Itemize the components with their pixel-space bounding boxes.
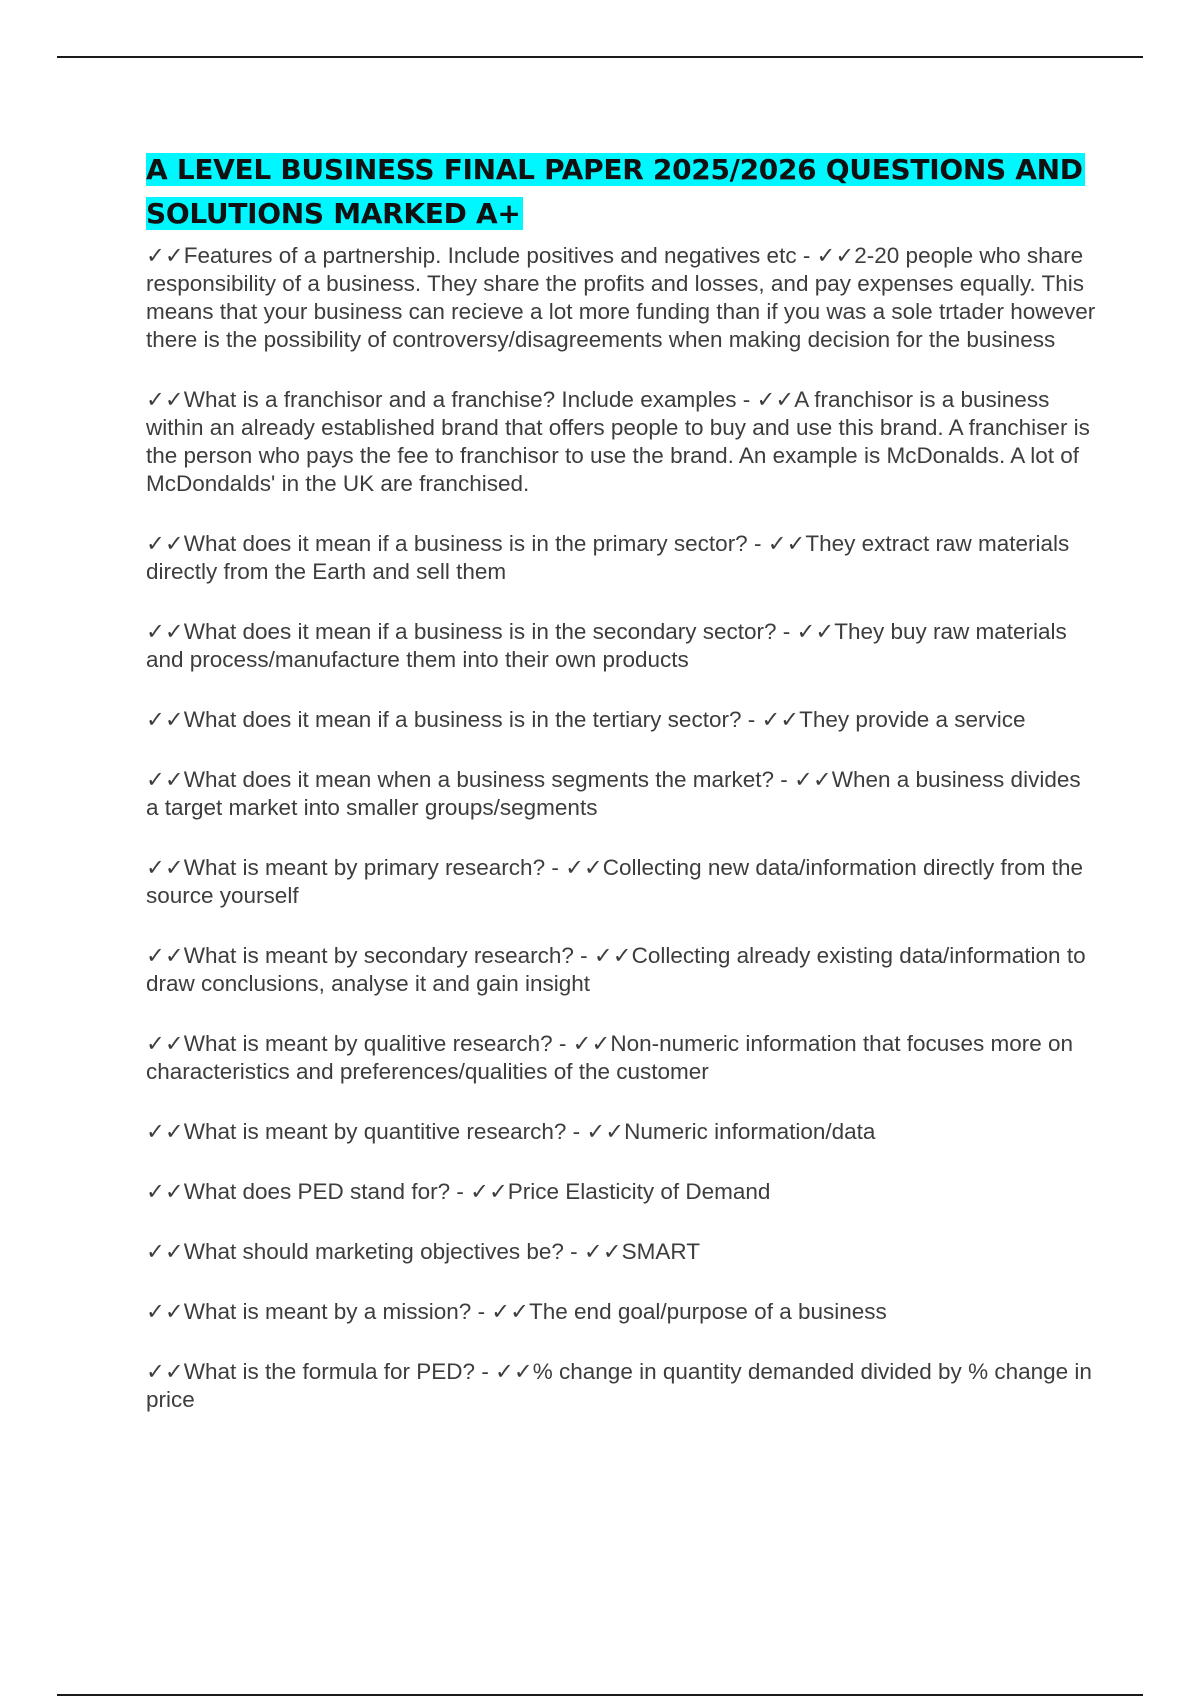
qa-item-secondary-sector: ✓✓What does it mean if a business is in the secondary sector? - ✓✓They buy raw materials and process/manufacture them into their own products (146, 619, 1067, 672)
qa-item-franchise: ✓✓What is a franchisor and a franchise? Include examples - ✓✓A franchisor is a business within an already established brand that offers people to buy and use this brand. A franchiser is the person who pays the fee to franchisor to use the brand. An example is McDonalds. A lot of McDondalds' in the UK are franchised. (146, 387, 1090, 496)
qa-item-marketing-objectives: ✓✓What should marketing objectives be? - ✓✓SMART (146, 1239, 700, 1264)
qa-item-qualitive-research: ✓✓What is meant by qualitive research? - ✓✓Non-numeric information that focuses more on characteristics and preferences/qualities of the customer (146, 1031, 1074, 1084)
qa-item-primary-research: ✓✓What is meant by primary research? - ✓✓Collecting new data/information directly from the source yourself (146, 855, 1084, 908)
qa-item-primary-sector: ✓✓What does it mean if a business is in the primary sector? - ✓✓They extract raw materials directly from the Earth and sell them (146, 531, 1070, 584)
qa-item-quantitive-research: ✓✓What is meant by quantitive research? - ✓✓Numeric information/data (146, 1119, 876, 1144)
qa-item-ped-formula: ✓✓What is the formula for PED? - ✓✓% change in quantity demanded divided by % change in price (146, 1359, 1092, 1412)
highlighted-title-text: A LEVEL BUSINESS FINAL PAPER 2025/2026 QUESTIONS AND SOLUTIONS MARKED A+ (146, 153, 1083, 230)
qa-item-partnership: ✓✓Features of a partnership. Include positives and negatives etc - ✓✓2-20 people who share responsibility of a business. They share the profits and losses, and pay expenses equally. This means that your business can recieve a lot more funding than if you was a sole trtader however there is the possibility of controversy/disagreements when making decision for the business (146, 243, 1096, 352)
bottom-divider (57, 1694, 1143, 1696)
qa-item-ped-meaning: ✓✓What does PED stand for? - ✓✓Price Elasticity of Demand (146, 1179, 771, 1204)
document-body (146, 148, 1096, 1446)
qa-item-secondary-research: ✓✓What is meant by secondary research? - ✓✓Collecting already existing data/information to draw conclusions, analyse it and gain insight (146, 943, 1086, 996)
qa-item-tertiary-sector: ✓✓What does it mean if a business is in the tertiary sector? - ✓✓They provide a service (146, 707, 1026, 732)
qa-item-market-segmentation: ✓✓What does it mean when a business segments the market? - ✓✓When a business divides a target market into smaller groups/segments (146, 767, 1081, 820)
top-divider (57, 56, 1143, 58)
qa-item-mission: ✓✓What is meant by a mission? - ✓✓The end goal/purpose of a business (146, 1299, 887, 1324)
question-answer-list (146, 242, 1096, 1414)
document-title (146, 148, 1096, 236)
